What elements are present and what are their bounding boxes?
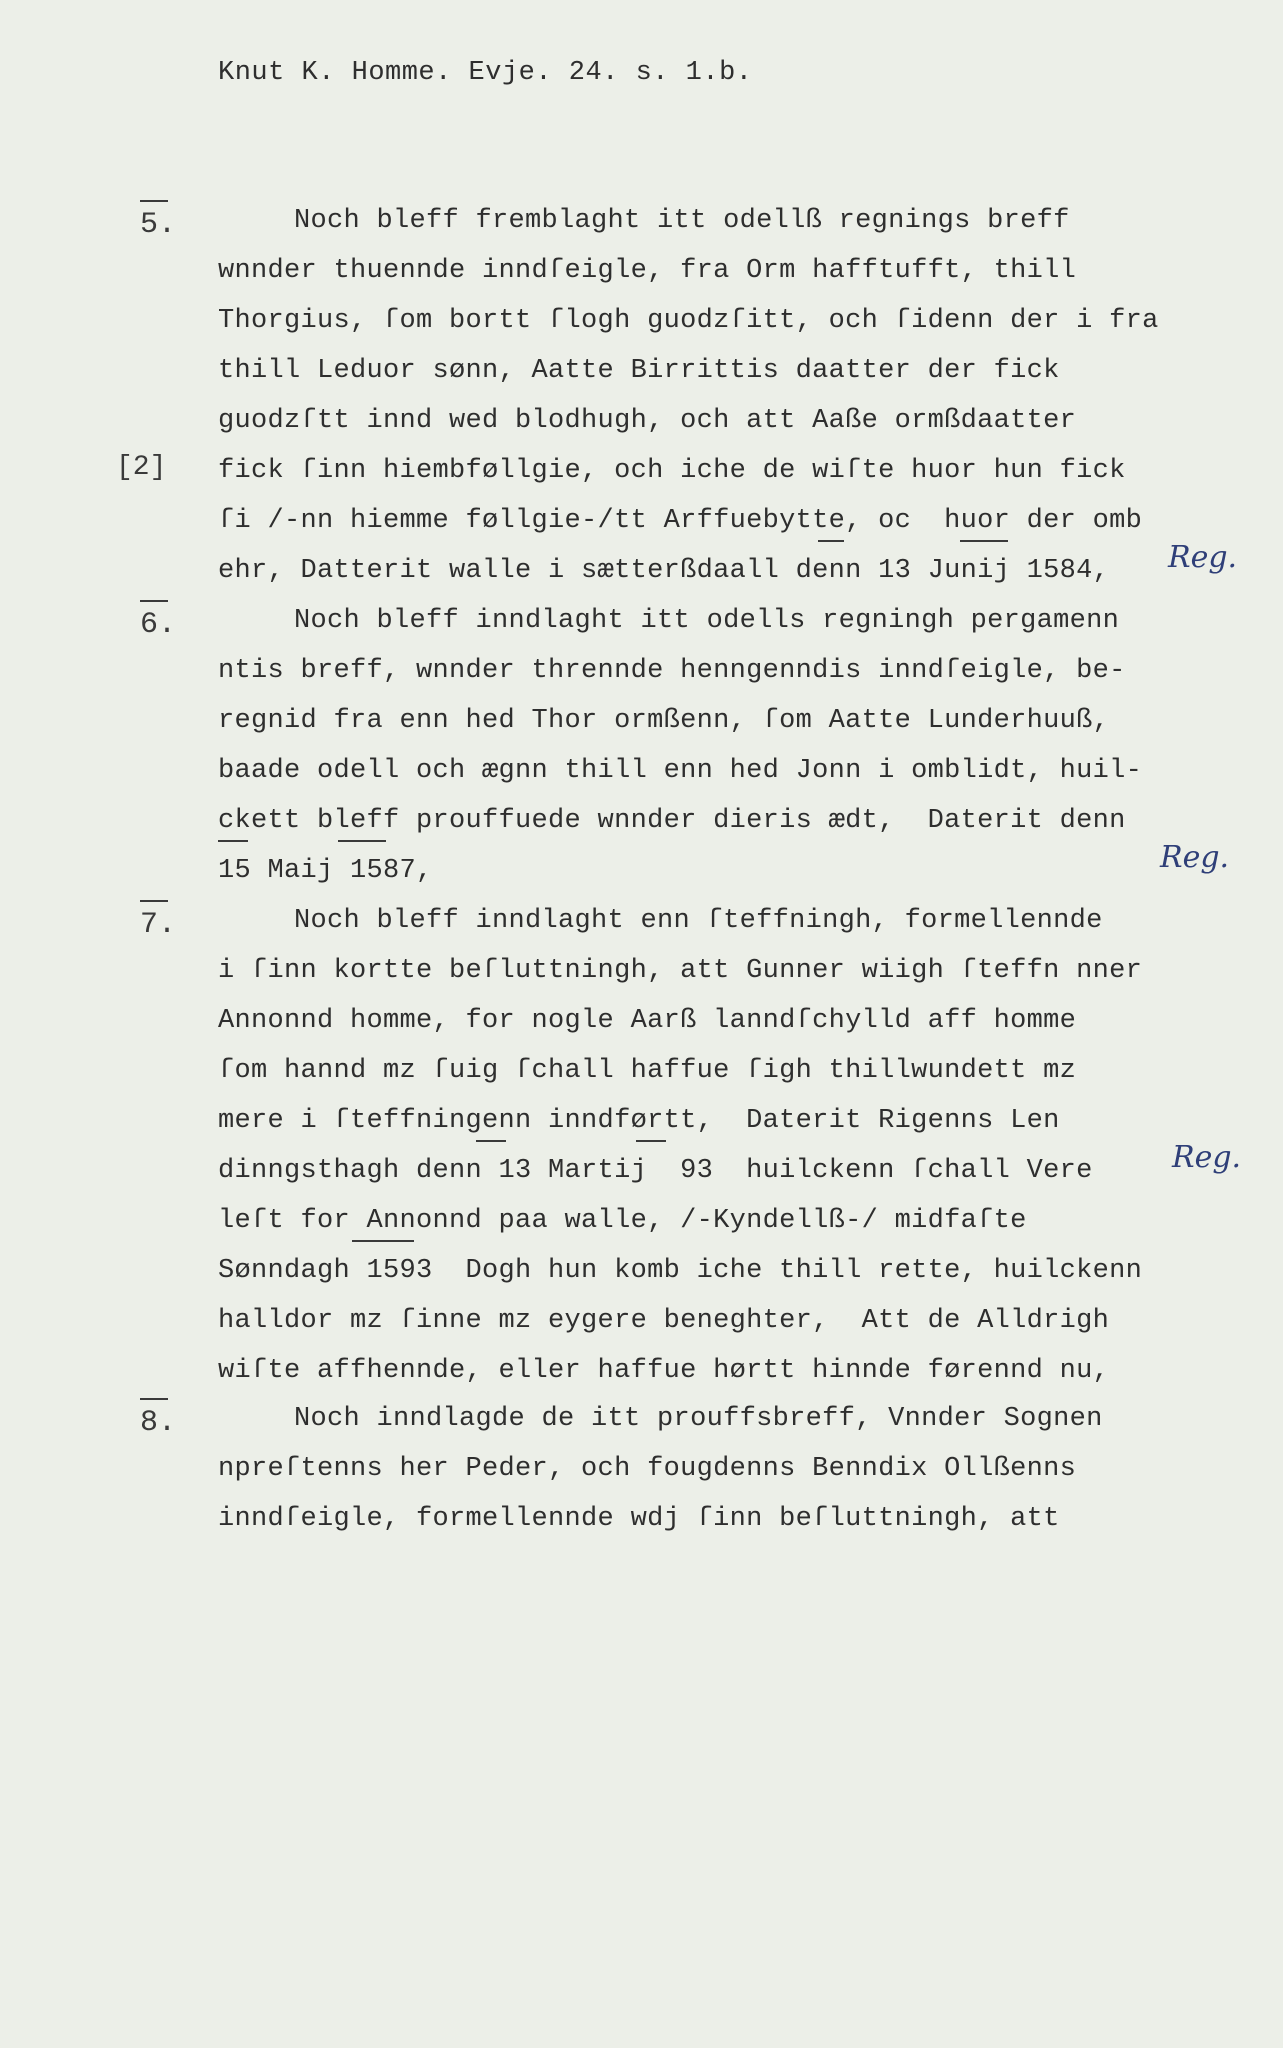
entry-number-7: 7. [140, 900, 168, 942]
text-line: wnnder thuennde inndſeigle, fra Orm hafftufft, thill [218, 256, 1077, 286]
text-line: ntis breff, wnnder thrennde henngenndis inndſeigle, be- [218, 656, 1126, 686]
date-overline [218, 840, 248, 842]
date-overline [818, 540, 844, 542]
text-line: Noch bleff inndlaght enn ſteffningh, formellennde [294, 906, 1103, 936]
document-header: Knut K. Homme. Evje. 24. s. 1.b. [218, 58, 753, 88]
text-line: leſt for Annonnd paa walle, /-Kyndellß-/ midfaſte [218, 1206, 1027, 1236]
text-line: i ſinn kortte beſluttningh, att Gunner wiigh ſteffn nner [218, 956, 1143, 986]
text-line: wiſte affhennde, eller haffue hørtt hinnde førennd nu, [218, 1356, 1110, 1386]
text-line: 15 Maij 1587, [218, 856, 433, 886]
entry-number-6: 6. [140, 600, 168, 642]
margin-note-reg: Reg. [1172, 1140, 1242, 1175]
text-line: Thorgius, ſom bortt ſlogh guodzſitt, och ſidenn der i fra [218, 306, 1159, 336]
date-overline [476, 1140, 506, 1142]
page-marker: [2] [116, 452, 167, 483]
text-line: mere i ſteffningenn inndførtt, Daterit Rigenns Len [218, 1106, 1060, 1136]
text-line: Annonnd homme, for nogle Aarß lanndſchylld aff homme [218, 1006, 1077, 1036]
date-overline [636, 1140, 666, 1142]
text-line: fick ſinn hiembføllgie, och iche de wiſte huor hun fick [218, 456, 1126, 486]
text-line: halldor mz ſinne mz eygere beneghter, Att de Alldrigh [218, 1306, 1110, 1336]
entry-number-5: 5. [140, 200, 168, 242]
text-line: Noch bleff inndlaght itt odells regningh pergamenn [294, 606, 1120, 636]
text-line: guodzſtt innd wed blodhugh, och att Aaße ormßdaatter [218, 406, 1077, 436]
text-line: inndſeigle, formellennde wdj ſinn beſluttningh, att [218, 1504, 1060, 1534]
text-line: ckett bleff prouffuede wnnder dieris ædt, Daterit denn [218, 806, 1126, 836]
text-line: ſom hannd mz ſuig ſchall haffue ſigh thillwundett mz [218, 1056, 1077, 1086]
text-line: npreſtenns her Peder, och fougdenns Benndix Ollßenns [218, 1454, 1077, 1484]
text-line: ehr, Datterit walle i sætterßdaall denn 13 Junij 1584, [218, 556, 1110, 586]
date-overline [960, 540, 1008, 542]
text-line: Noch inndlagde de itt prouffsbreff, Vnnder Sognen [294, 1404, 1103, 1434]
date-overline [352, 1240, 414, 1242]
margin-note-reg: Reg. [1160, 840, 1230, 875]
text-line: ſi /-nn hiemme føllgie-/tt Arffuebytte, oc huor der omb [218, 506, 1143, 536]
text-line: thill Leduor sønn, Aatte Birrittis daatter der fick [218, 356, 1060, 386]
date-overline [338, 840, 386, 842]
text-line: Sønndagh 1593 Dogh hun komb iche thill rette, huilckenn [218, 1256, 1143, 1286]
margin-note-reg: Reg. [1168, 540, 1238, 575]
text-line: Noch bleff fremblaght itt odellß regnings breff [294, 206, 1070, 236]
text-line: dinngsthagh denn 13 Martij 93 huilckenn ſchall Vere [218, 1156, 1093, 1186]
text-line: baade odell och ægnn thill enn hed Jonn i omblidt, huil- [218, 756, 1143, 786]
text-line: regnid fra enn hed Thor ormßenn, ſom Aatte Lunderhuuß, [218, 706, 1110, 736]
entry-number-8: 8. [140, 1398, 168, 1440]
